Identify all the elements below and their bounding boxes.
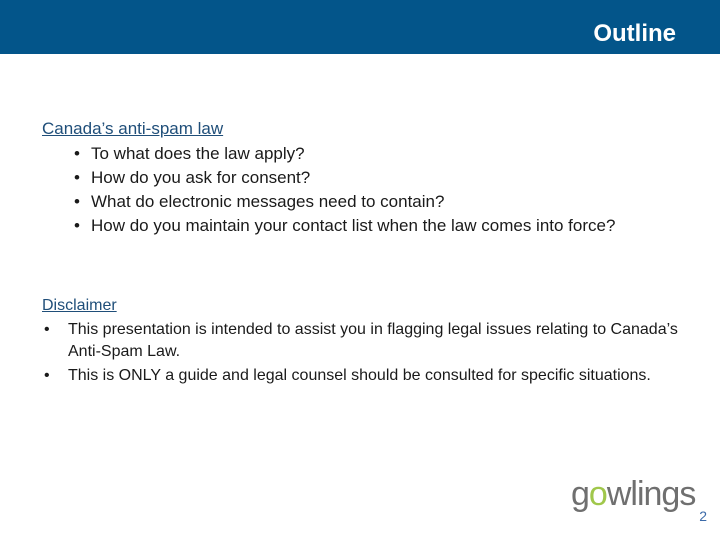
- list-item: [42, 166, 682, 190]
- slide-title: Outline: [593, 20, 676, 47]
- page-number: 2: [699, 508, 707, 524]
- bullet-icon: •: [44, 321, 50, 338]
- gowlings-logo: gowlings: [571, 475, 696, 513]
- bullet-icon: •: [74, 192, 80, 211]
- list-item: [42, 319, 682, 363]
- section-anti-spam: [42, 118, 682, 238]
- list-item-text: This is ONLY a guide and legal counsel should be consulted for specific situations.: [68, 367, 651, 384]
- bullet-icon: •: [74, 144, 80, 163]
- list-item-text: To what does the law apply?: [91, 144, 305, 163]
- list-item: [42, 142, 682, 166]
- list-item-text: This presentation is intended to assist you in flagging legal issues relating to Canada’s Anti-Spam Law.: [68, 321, 678, 360]
- bullet-icon: •: [74, 168, 80, 187]
- title-bar: [0, 0, 720, 54]
- list-item-text: How do you ask for consent?: [91, 168, 311, 187]
- list-item: [42, 190, 682, 214]
- list-item-text: How do you maintain your contact list when the law comes into force?: [91, 216, 616, 235]
- disclaimer-list: [42, 319, 682, 387]
- bullet-icon: •: [74, 216, 80, 235]
- section-heading-disclaimer: Disclaimer: [42, 297, 117, 314]
- anti-spam-topic-list: [42, 142, 682, 238]
- bullet-icon: •: [44, 367, 50, 384]
- section-disclaimer: [42, 295, 682, 389]
- list-item-text: What do electronic messages need to contain?: [91, 192, 445, 211]
- list-item: [42, 365, 682, 387]
- list-item: [42, 214, 682, 238]
- section-heading-anti-spam: Canada’s anti-spam law: [42, 119, 224, 138]
